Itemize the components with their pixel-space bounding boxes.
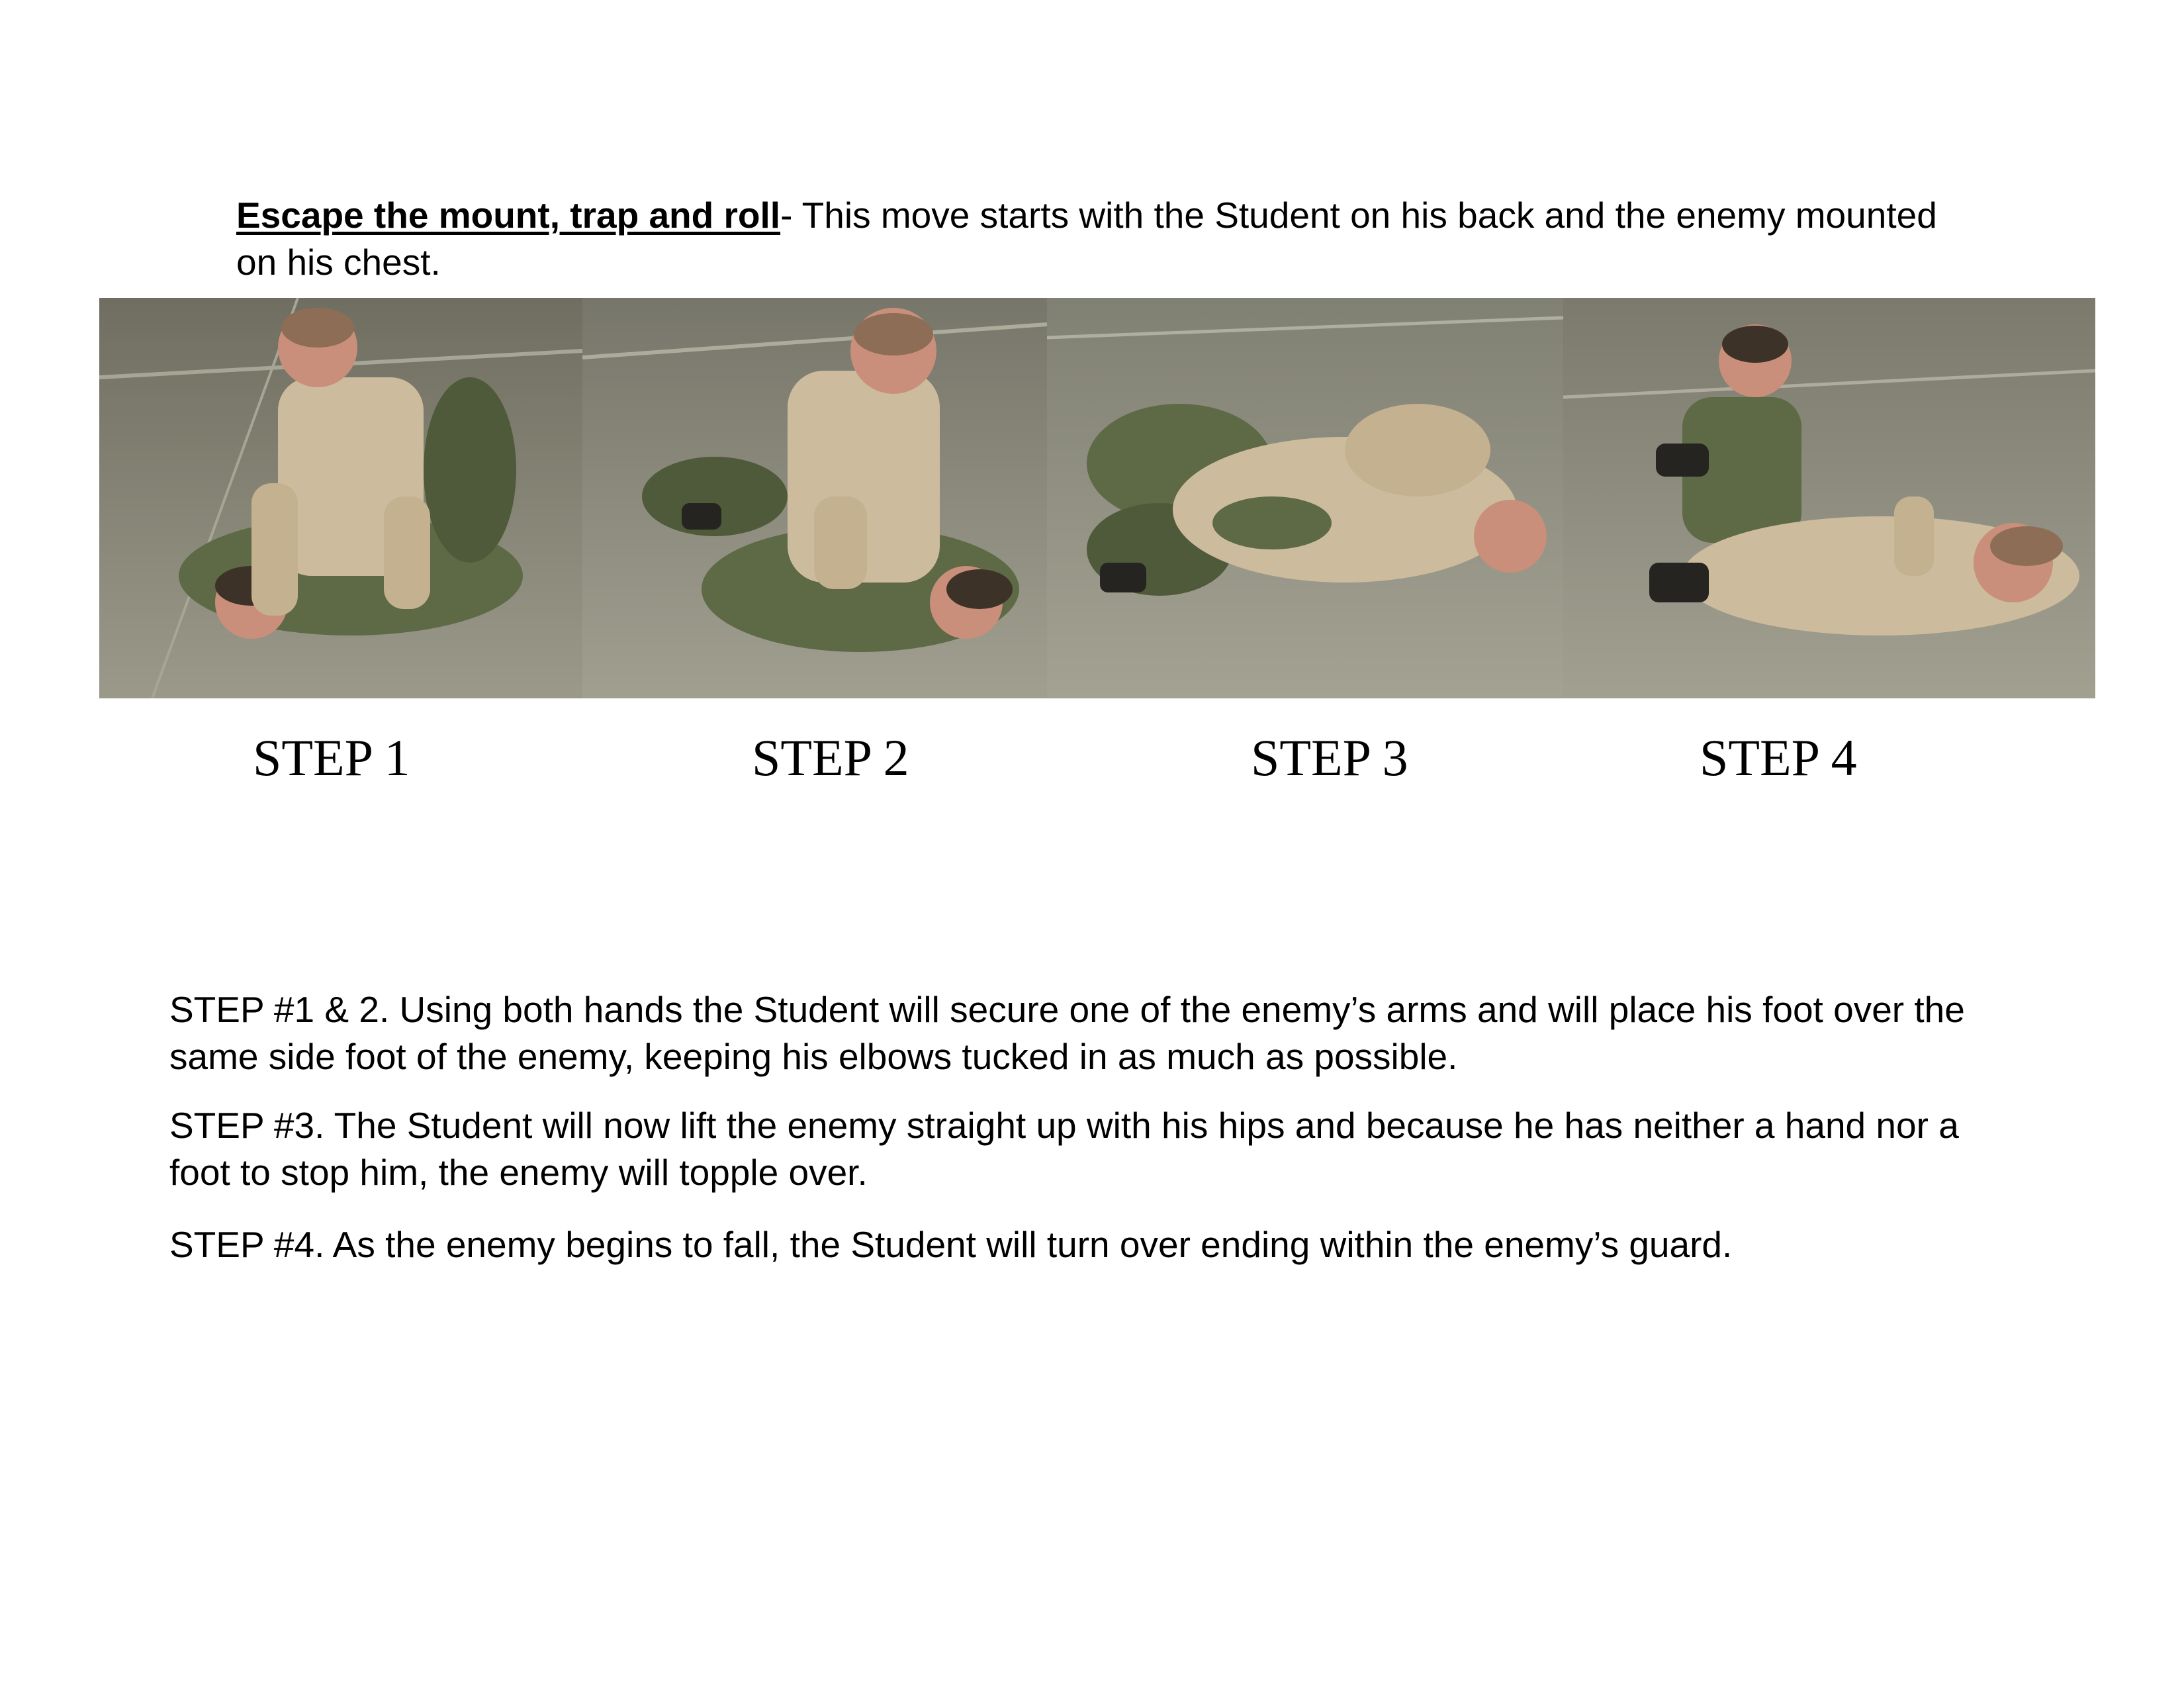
step-label-2: STEP 2 (752, 729, 909, 786)
photo-step-3 (1047, 298, 1563, 698)
step-1-2-description: STEP #1 & 2. Using both hands the Student will secure one of the enemy’s arms and will place his foot over the same side foot of the enemy, keeping his elbows tucked in as much as possible. (169, 989, 1965, 1077)
step-label-3: STEP 3 (1251, 729, 1408, 786)
intro-text: - This move starts with the Student on his back and the enemy mounted on his chest. (236, 195, 1937, 283)
step-4-description: STEP #4. As the enemy begins to fall, the Student will turn over ending within the enemy’s guard. (169, 1224, 1733, 1265)
grappling-photo-step-1-icon (99, 298, 582, 698)
photo-step-4 (1563, 298, 2095, 698)
step-3-description: STEP #3. The Student will now lift the enemy straight up with his hips and because he has neither a hand nor a foot to stop him, the enemy will topple over. (169, 1105, 1959, 1193)
photo-strip (99, 298, 2095, 698)
step-label-1: STEP 1 (253, 729, 410, 786)
grappling-photo-step-3-icon (1047, 298, 1563, 698)
step-label-4: STEP 4 (1700, 729, 1857, 786)
grappling-photo-step-4-icon (1563, 298, 2095, 698)
photo-step-1 (99, 298, 582, 698)
intro-paragraph (236, 192, 1957, 286)
technique-title: Escape the mount, trap and roll (236, 195, 781, 236)
grappling-photo-step-2-icon (582, 298, 1047, 698)
photo-step-2 (582, 298, 1047, 698)
